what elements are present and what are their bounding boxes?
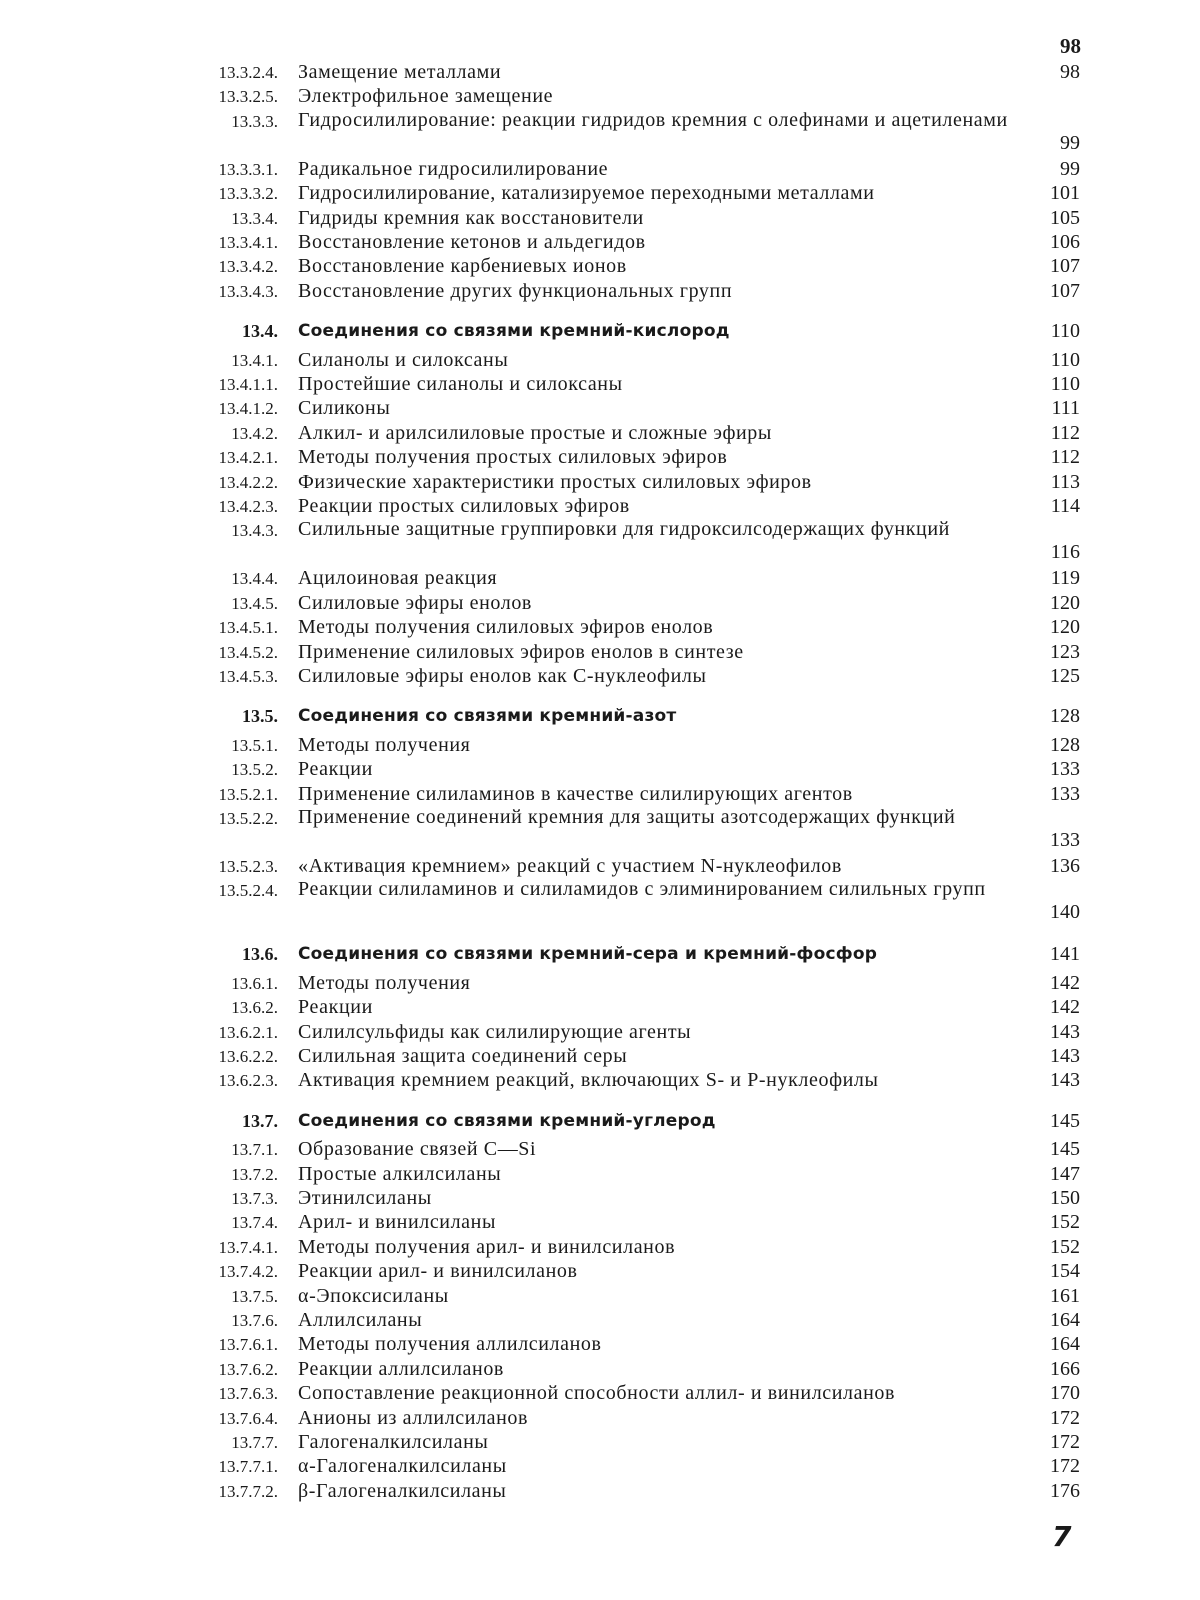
toc-entry-title: Арил- и винилсиланы	[298, 1211, 497, 1234]
toc-entry-title: Соединения со связями кремний-азот	[298, 706, 677, 727]
toc-entry	[180, 806, 1080, 854]
toc-entry-title: Силилсульфиды как силилирующие агенты	[298, 1020, 692, 1043]
toc-entry-title: Физические характеристики простых силиловых эфиров	[298, 470, 812, 493]
toc-entry	[180, 1068, 1080, 1093]
toc-entry-title: Силильная защита соединений серы	[298, 1045, 628, 1067]
toc-entry	[180, 1308, 1080, 1333]
toc-entry-title: Реакции силиламинов и силиламидов с элиминированием силильных групп	[298, 878, 986, 901]
toc-entry-page: 112	[1050, 446, 1080, 469]
toc-entry-page: 140	[1050, 901, 1080, 924]
toc-entry-title: Восстановление кетонов и альдегидов	[298, 231, 646, 253]
toc-entry	[180, 1430, 1080, 1455]
toc-entry	[180, 348, 1080, 373]
toc-entry-page: 128	[1050, 705, 1080, 728]
toc-entry-number: 13.4.4.	[231, 569, 278, 589]
top-page-number: 98	[1060, 34, 1081, 58]
toc-entry-title: Электрофильное замещение	[298, 85, 554, 108]
toc-entry	[180, 1454, 1080, 1479]
toc-entry-number: 13.7.7.2.	[218, 1481, 278, 1501]
toc-entry-title: Реакции	[298, 996, 373, 1019]
toc-entry-title: α-Эпоксисиланы	[298, 1284, 449, 1307]
toc-entry-number: 13.6.2.1.	[218, 1022, 278, 1042]
toc-entry-page: 105	[1050, 206, 1080, 229]
toc-entry-number: 13.3.4.	[231, 208, 278, 228]
toc-entry-page: 106	[1050, 231, 1080, 253]
toc-entry-title: Образование связей C—Si	[298, 1138, 537, 1161]
toc-entry	[180, 591, 1080, 616]
toc-entry	[180, 566, 1080, 591]
toc-entry-page: 152	[1050, 1211, 1080, 1234]
toc-entry-number: 13.3.3.	[231, 111, 278, 131]
toc-entry-page: 172	[1050, 1431, 1080, 1453]
toc-entry-number: 13.4.1.1.	[218, 375, 278, 394]
toc-entry-number: 13.7.6.	[231, 1311, 278, 1330]
toc-entry-number: 13.3.4.2.	[218, 257, 278, 277]
toc-entry-title: Методы получения арил- и винилсиланов	[298, 1235, 676, 1258]
toc-entry-page: 120	[1050, 616, 1080, 639]
toc-entry-page: 154	[1050, 1260, 1080, 1283]
toc-entry-number: 13.3.4.1.	[218, 233, 278, 252]
toc-entry	[180, 615, 1080, 640]
toc-section-heading	[180, 704, 1080, 729]
toc-entry-title: Простые алкилсиланы	[298, 1162, 502, 1185]
toc-entry-number: 13.7.1.	[231, 1140, 278, 1160]
toc-entry-title: Применение силиламинов в качестве силилирующих агентов	[298, 782, 853, 805]
toc-entry-title: Методы получения простых силиловых эфиров	[298, 446, 728, 469]
toc-entry-number: 13.7.6.1.	[218, 1335, 278, 1355]
toc-entry-number: 13.4.3.	[231, 521, 278, 541]
toc-entry	[180, 109, 1080, 157]
toc-entry-number: 13.4.5.1.	[218, 618, 278, 638]
toc-entry	[180, 640, 1080, 665]
toc-entry	[180, 1044, 1080, 1069]
toc-section-heading	[180, 1109, 1080, 1134]
toc-entry	[180, 372, 1080, 397]
toc-entry	[180, 84, 1080, 109]
toc-entry-title: Гидросилилирование: реакции гидридов кремния с олефинами и ацетиленами	[298, 108, 1008, 131]
toc-entry-page: 166	[1050, 1357, 1080, 1380]
toc-entry-title: Этинилсиланы	[298, 1187, 432, 1209]
toc-entry	[180, 254, 1080, 279]
toc-entry-number: 13.6.1.	[231, 973, 278, 993]
toc-entry	[180, 782, 1080, 807]
toc-entry-title: Методы получения	[298, 971, 471, 994]
toc-entry-title: Восстановление других функциональных групп	[298, 279, 733, 302]
toc-entry-page: 112	[1050, 421, 1080, 444]
toc-entry-page: 133	[1050, 829, 1080, 851]
toc-entry-page: 123	[1050, 640, 1080, 663]
toc-entry-number: 13.7.7.1.	[218, 1457, 278, 1477]
toc-entry-page: 101	[1050, 182, 1080, 205]
toc-entry-page: 107	[1050, 279, 1080, 302]
toc-entry-number: 13.7.	[242, 1110, 278, 1131]
toc-entry-number: 13.7.6.2.	[218, 1359, 278, 1379]
toc-entry-number: 13.7.6.4.	[218, 1408, 278, 1428]
toc-entry-number: 13.5.2.2.	[218, 809, 278, 828]
toc-entry	[180, 664, 1080, 689]
toc-entry	[180, 157, 1080, 182]
toc-entry	[180, 494, 1080, 519]
toc-entry-number: 13.5.	[242, 706, 278, 727]
toc-entry-page: 141	[1050, 943, 1080, 966]
toc-entry	[180, 470, 1080, 495]
toc-entry-page: 111	[1051, 397, 1080, 420]
toc-entry-number: 13.5.2.	[231, 760, 278, 780]
toc-entry-title: Силиловые эфиры енолов	[298, 591, 532, 614]
toc-entry-page: 125	[1050, 665, 1080, 687]
toc-entry-number: 13.4.2.1.	[218, 448, 278, 468]
toc-entry-page: 99	[1060, 157, 1080, 180]
toc-entry-number: 13.4.1.	[231, 350, 278, 370]
toc-entry-page: 145	[1050, 1109, 1080, 1132]
table-of-contents	[180, 60, 1090, 1540]
toc-entry-title: Соединения со связями кремний-углерод	[298, 1110, 716, 1131]
toc-entry-number: 13.7.3.	[231, 1189, 278, 1208]
toc-entry-title: Применение силиловых эфиров енолов в синтезе	[298, 640, 744, 663]
toc-entry-title: Замещение металлами	[298, 61, 502, 83]
toc-entry-page: 98	[1060, 61, 1080, 83]
toc-entry-title: Применение соединений кремния для защиты азотсодержащих функций	[298, 806, 956, 828]
toc-entry-number: 13.6.2.3.	[218, 1071, 278, 1091]
toc-entry-title: Активация кремнием реакций, включающих S- и P-нуклеофилы	[298, 1069, 879, 1092]
toc-entry-page: 133	[1050, 758, 1080, 781]
toc-entry-page: 164	[1050, 1333, 1080, 1356]
toc-entry-page: 143	[1050, 1045, 1080, 1067]
toc-entry-number: 13.7.6.3.	[218, 1384, 278, 1404]
toc-entry	[180, 1210, 1080, 1235]
toc-entry-page: 119	[1050, 567, 1080, 590]
toc-entry-page: 147	[1050, 1162, 1080, 1185]
toc-entry-number: 13.3.2.4.	[218, 63, 278, 82]
toc-entry-page: 161	[1050, 1284, 1080, 1307]
toc-entry-number: 13.3.3.2.	[218, 184, 278, 204]
toc-entry	[180, 1186, 1080, 1211]
toc-entry	[180, 1381, 1080, 1406]
toc-entry-number: 13.4.5.2.	[218, 642, 278, 662]
toc-entry-title: Анионы из аллилсиланов	[298, 1406, 529, 1429]
toc-entry-page: 142	[1050, 971, 1080, 994]
toc-entry-title: Реакции	[298, 758, 373, 781]
toc-entry	[180, 518, 1080, 566]
toc-entry-page: 136	[1050, 855, 1080, 877]
toc-entry	[180, 1137, 1080, 1162]
toc-entry-title: Простейшие силанолы и силоксаны	[298, 373, 623, 395]
toc-entry-page: 110	[1050, 348, 1080, 371]
toc-entry-page: 145	[1050, 1138, 1080, 1161]
toc-entry	[180, 60, 1080, 85]
toc-entry-number: 13.7.7.	[231, 1433, 278, 1452]
toc-entry	[180, 971, 1080, 996]
toc-entry-number: 13.7.5.	[231, 1286, 278, 1306]
toc-entry-title: Силиконы	[298, 397, 391, 420]
toc-entry-title: Сопоставление реакционной способности аллил- и винилсиланов	[298, 1382, 896, 1405]
toc-entry-page: 142	[1050, 996, 1080, 1019]
toc-entry-page: 114	[1050, 495, 1080, 517]
toc-entry	[180, 757, 1080, 782]
toc-entry-title: «Активация кремнием» реакций с участием N-нуклеофилов	[298, 855, 842, 877]
toc-entry-number: 13.3.4.3.	[218, 281, 278, 301]
toc-entry	[180, 396, 1080, 421]
toc-entry-page: 143	[1050, 1069, 1080, 1092]
toc-entry-page: 107	[1050, 255, 1080, 278]
toc-entry-number: 13.6.2.	[231, 998, 278, 1018]
toc-entry-title: Аллилсиланы	[298, 1309, 423, 1331]
toc-entry-page: 99	[1060, 131, 1080, 154]
toc-entry-title: Радикальное гидросилилирование	[298, 157, 609, 180]
toc-entry-number: 13.7.2.	[231, 1164, 278, 1184]
toc-entry-page: 113	[1050, 470, 1080, 493]
toc-entry	[180, 1479, 1080, 1504]
toc-entry	[180, 1357, 1080, 1382]
toc-entry	[180, 279, 1080, 304]
toc-entry-page: 143	[1050, 1020, 1080, 1043]
toc-entry-page: 128	[1050, 733, 1080, 756]
toc-entry-title: Реакции простых силиловых эфиров	[298, 495, 630, 517]
toc-entry-number: 13.4.	[242, 321, 278, 342]
toc-entry-title: Соединения со связями кремний-кислород	[298, 321, 730, 342]
toc-entry-number: 13.5.2.4.	[218, 881, 278, 901]
toc-entry-number: 13.4.5.	[231, 593, 278, 613]
toc-entry-page: 170	[1050, 1382, 1080, 1405]
toc-entry	[180, 1235, 1080, 1260]
toc-entry-page: 176	[1050, 1479, 1080, 1502]
toc-entry-number: 13.5.2.3.	[218, 857, 278, 876]
toc-entry-page: 116	[1050, 541, 1080, 564]
toc-entry-title: Силиловые эфиры енолов как С-нуклеофилы	[298, 665, 707, 687]
toc-entry	[180, 1020, 1080, 1045]
toc-entry	[180, 1332, 1080, 1357]
toc-entry-number: 13.4.2.	[231, 423, 278, 443]
toc-entry-title: Силильные защитные группировки для гидроксилсодержащих функций	[298, 518, 950, 541]
toc-entry	[180, 878, 1080, 926]
toc-entry	[180, 854, 1080, 879]
toc-entry-page: 133	[1050, 782, 1080, 805]
toc-entry-page: 172	[1050, 1406, 1080, 1429]
toc-entry	[180, 181, 1080, 206]
toc-entry-page: 164	[1050, 1309, 1080, 1331]
toc-entry	[180, 995, 1080, 1020]
toc-entry	[180, 445, 1080, 470]
toc-entry-title: Ацилоиновая реакция	[298, 567, 498, 590]
toc-entry	[180, 421, 1080, 446]
toc-entry	[180, 1259, 1080, 1284]
toc-entry-number: 13.3.2.5.	[218, 87, 278, 107]
toc-entry-title: Реакции арил- и винилсиланов	[298, 1260, 578, 1283]
toc-entry-number: 13.4.1.2.	[218, 399, 278, 419]
toc-entry-title: Соединения со связями кремний-сера и кремний-фосфор	[298, 944, 878, 965]
toc-entry-number: 13.7.4.1.	[218, 1237, 278, 1257]
toc-entry-number: 13.4.2.3.	[218, 497, 278, 516]
toc-entry-title: β-Галогеналкилсиланы	[298, 1479, 507, 1502]
toc-entry-title: Методы получения силиловых эфиров енолов	[298, 616, 714, 639]
toc-entry	[180, 733, 1080, 758]
toc-entry-title: Галогеналкилсиланы	[298, 1431, 489, 1453]
toc-entry-number: 13.6.	[242, 944, 278, 965]
toc-entry-number: 13.5.2.1.	[218, 784, 278, 804]
toc-entry-title: Методы получения аллилсиланов	[298, 1333, 602, 1356]
toc-entry-title: Восстановление карбениевых ионов	[298, 255, 627, 278]
toc-entry-number: 13.3.3.1.	[218, 159, 278, 179]
toc-entry-title: Силанолы и силоксаны	[298, 348, 509, 371]
toc-entry-number: 13.6.2.2.	[218, 1047, 278, 1066]
toc-section-heading	[180, 942, 1080, 967]
toc-entry-page: 172	[1050, 1455, 1080, 1478]
toc-entry-number: 13.7.4.	[231, 1213, 278, 1233]
toc-entry-title: Гидросилилирование, катализируемое переходными металлами	[298, 182, 875, 205]
toc-entry-number: 13.5.1.	[231, 735, 278, 755]
toc-entry	[180, 206, 1080, 231]
footer-page-number: 7	[1052, 1520, 1072, 1553]
toc-entry	[180, 1406, 1080, 1431]
toc-entry	[180, 1284, 1080, 1309]
toc-entry	[180, 230, 1080, 255]
toc-entry	[180, 1162, 1080, 1187]
toc-entry-title: Реакции аллилсиланов	[298, 1357, 504, 1380]
toc-entry-title: α-Галогеналкилсиланы	[298, 1455, 507, 1478]
toc-entry-number: 13.4.5.3.	[218, 667, 278, 686]
toc-entry-title: Гидриды кремния как восстановители	[298, 206, 644, 229]
toc-entry-page: 110	[1050, 373, 1080, 395]
toc-entry-page: 152	[1050, 1235, 1080, 1258]
toc-entry-number: 13.4.2.2.	[218, 472, 278, 492]
toc-entry-page: 110	[1050, 320, 1080, 343]
toc-entry-title: Методы получения	[298, 733, 471, 756]
toc-entry-page: 150	[1050, 1187, 1080, 1209]
toc-entry-page: 120	[1050, 591, 1080, 614]
toc-entry-number: 13.7.4.2.	[218, 1262, 278, 1282]
toc-entry-title: Алкил- и арилсилиловые простые и сложные эфиры	[298, 421, 772, 444]
toc-section-heading	[180, 319, 1080, 344]
